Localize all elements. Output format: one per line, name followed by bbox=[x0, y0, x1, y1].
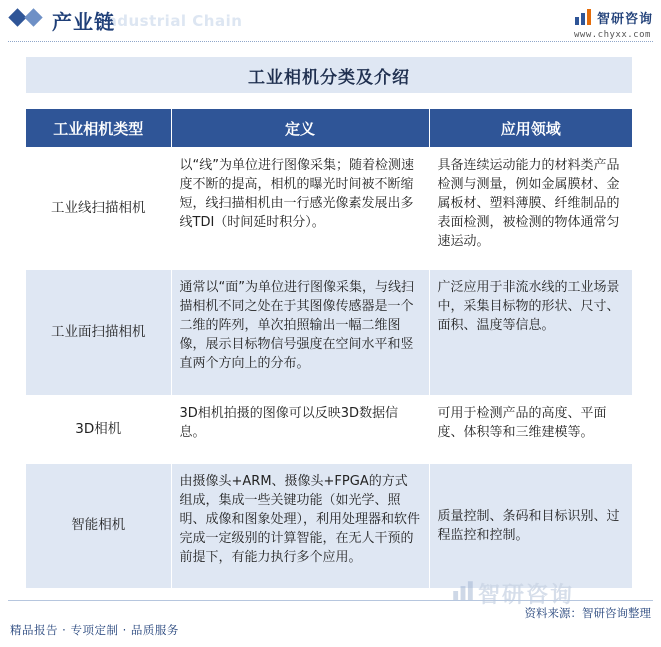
row-application-cell bbox=[429, 464, 632, 588]
table-title: 工业相机分类及介绍 bbox=[26, 57, 632, 93]
row-type: 3D相机 bbox=[26, 396, 171, 464]
diamond-icon bbox=[24, 8, 42, 26]
watermark: 智研咨询 bbox=[478, 583, 575, 608]
row-application: 具备连续运动能力的材料类产品检测与测量，例如金属膜材、金属板材、塑料薄膜、纤维制品的表面检测，被检测的物体通常匀速运动。 bbox=[437, 158, 620, 249]
header-divider bbox=[8, 41, 653, 42]
column-header-definition: 定义 bbox=[171, 109, 429, 148]
table-row bbox=[26, 270, 632, 396]
column-header-application: 应用领域 bbox=[429, 109, 632, 148]
row-definition: 以“线”为单位进行图像采集；随着检测速度不断的提高，相机的曝光时间被不断缩短，线扫描相机由一行感光像素发展出多线TDI（时间延时积分）。 bbox=[179, 158, 414, 230]
brand-logo-icon bbox=[574, 8, 592, 26]
watermark-logo-icon bbox=[452, 580, 474, 602]
row-application: 质量控制、条码和目标识别、过程监控和控制。 bbox=[437, 508, 620, 543]
row-application-cell bbox=[429, 396, 632, 464]
services-tagline: 精品报告 · 专项定制 · 品质服务 bbox=[10, 623, 179, 637]
table-row bbox=[26, 396, 632, 464]
row-type: 智能相机 bbox=[26, 464, 171, 588]
row-definition: 3D相机拍摄的图像可以反映3D数据信息。 bbox=[179, 406, 399, 440]
table-row bbox=[26, 464, 632, 588]
row-definition-cell bbox=[171, 270, 429, 396]
table-header-row bbox=[26, 109, 632, 148]
brand-url: www.chyxx.com bbox=[574, 30, 651, 40]
row-definition: 由摄像头+ARM、摄像头+FPGA的方式组成，集成一些关键功能（如光学、照明、成像和图象处理），利用处理器和软件完成一定级别的计算智能，在无人干预的前提下，有能力执行多个应用。 bbox=[179, 474, 421, 565]
row-application-cell bbox=[429, 270, 632, 396]
row-application: 广泛应用于非流水线的工业场景中，采集目标物的形状、尺寸、面积、温度等信息。 bbox=[437, 280, 620, 333]
row-definition-cell bbox=[171, 464, 429, 588]
row-definition-cell bbox=[171, 396, 429, 464]
column-header-type: 工业相机类型 bbox=[26, 109, 171, 148]
row-definition: 通常以“面”为单位进行图像采集，与线扫描相机不同之处在于其图像传感器是一个二维的阵列，单次拍照输出一幅二维图像，展示目标物信号强度在空间水平和竖直两个方向上的分布。 bbox=[179, 280, 414, 371]
row-application-cell bbox=[429, 148, 632, 270]
footer-divider bbox=[8, 600, 653, 601]
row-application: 可用于检测产品的高度、平面度、体积等和三维建模等。 bbox=[437, 406, 607, 440]
camera-classification-table bbox=[26, 109, 632, 588]
brand-name: 智研咨询 bbox=[597, 12, 654, 27]
data-source: 资料来源：智研咨询整理 bbox=[524, 606, 651, 620]
header-ghost-text: Industrial Chain bbox=[100, 12, 243, 30]
row-type: 工业线扫描相机 bbox=[26, 148, 171, 270]
row-definition-cell bbox=[171, 148, 429, 270]
section-title: 产业链 bbox=[52, 10, 115, 34]
row-type: 工业面扫描相机 bbox=[26, 270, 171, 396]
page-header bbox=[0, 0, 661, 42]
table-row bbox=[26, 148, 632, 270]
